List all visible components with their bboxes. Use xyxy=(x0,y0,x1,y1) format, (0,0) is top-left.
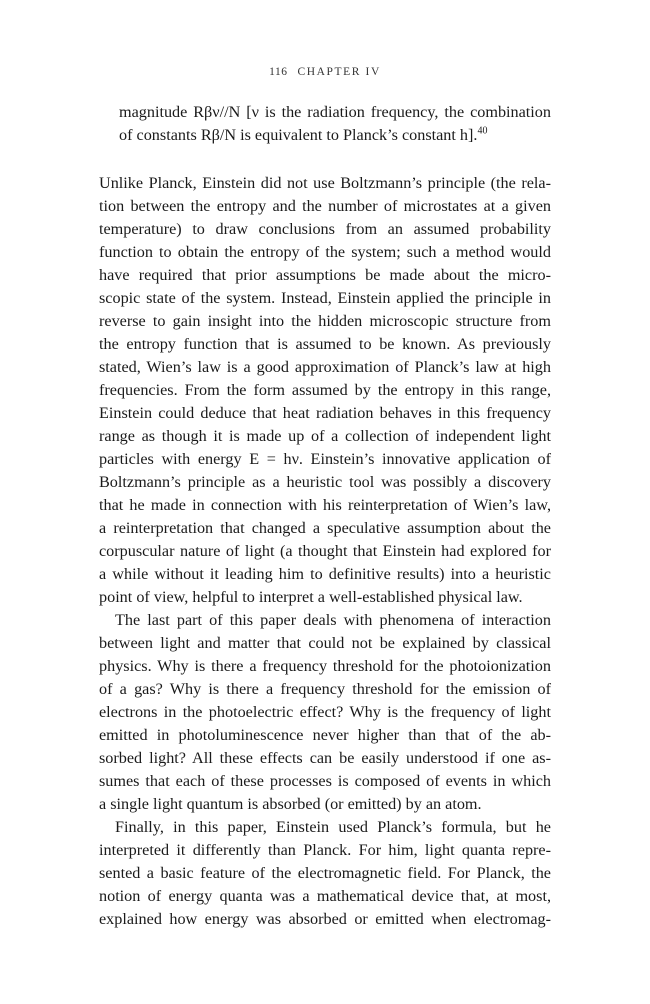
paragraph-line: emitted in photoluminescence never higher than that of the ab- xyxy=(99,726,551,744)
paragraph-line: reverse to gain insight into the hidden microscopic structure from xyxy=(99,312,551,330)
paragraph-line: tion between the entropy and the number of microstates at a given xyxy=(99,197,551,215)
paragraph-line: sented a basic feature of the electromagnetic field. For Planck, the xyxy=(99,864,551,882)
paragraph-line: interpreted it differently than Planck. For him, light quanta repre- xyxy=(99,841,551,859)
page-number: 116 xyxy=(269,66,288,78)
paragraph-line: electrons in the photoelectric effect? Why is the frequency of light xyxy=(99,703,551,721)
paragraph-line: The last part of this paper deals with phenomena of interaction xyxy=(115,611,551,629)
paragraph-line: corpuscular nature of light (a thought that Einstein had explored for xyxy=(99,542,551,560)
paragraph-line: physics. Why is there a frequency threshold for the photoionization xyxy=(99,657,551,675)
paragraph-line: a single light quantum is absorbed (or emitted) by an atom. xyxy=(99,795,482,813)
paragraph-line: have required that prior assumptions be made about the micro- xyxy=(99,266,551,284)
paragraph-line: a reinterpretation that changed a speculative assumption about the xyxy=(99,519,551,537)
block-quote xyxy=(119,101,551,147)
paragraph-line: of a gas? Why is there a frequency threshold for the emission of xyxy=(99,680,551,698)
paragraph-line: Einstein could deduce that heat radiation behaves in this frequency xyxy=(99,404,551,422)
paragraph-line: explained how energy was absorbed or emitted when electromag- xyxy=(99,910,551,928)
paragraph-line: between light and matter that could not be explained by classical xyxy=(99,634,551,652)
quote-line-text: of constants Rβ/N is equivalent to Planck’s constant h]. xyxy=(119,126,478,144)
paragraph-line: sorbed light? All these effects can be easily understood if one as- xyxy=(99,749,551,767)
paragraph-line: point of view, helpful to interpret a well-established physical law. xyxy=(99,588,523,606)
paragraph xyxy=(99,609,551,816)
paragraph xyxy=(99,816,551,931)
paragraph-line: stated, Wien’s law is a good approximation of Planck’s law at high xyxy=(99,358,551,376)
chapter-title: CHAPTER IV xyxy=(297,66,381,78)
quote-line-last xyxy=(119,124,551,147)
paragraph-line: Boltzmann’s principle as a heuristic tool was possibly a discovery xyxy=(99,473,551,491)
paragraph-line: frequencies. From the form assumed by the entropy in this range, xyxy=(99,381,551,399)
paragraph-line: temperature) to draw conclusions from an assumed probability xyxy=(99,220,551,238)
paragraph-line: sumes that each of these processes is composed of events in which xyxy=(99,772,551,790)
paragraph-line: the entropy function that is assumed to be known. As previously xyxy=(99,335,551,353)
paragraph-line: notion of energy quanta was a mathematical device that, at most, xyxy=(99,887,551,905)
paragraph-line: scopic state of the system. Instead, Einstein applied the principle in xyxy=(99,289,551,307)
running-head xyxy=(0,66,650,78)
paragraph-line: that he made in connection with his reinterpretation of Wien’s law, xyxy=(99,496,551,514)
paragraph-line: range as though it is made up of a collection of independent light xyxy=(99,427,551,445)
body-text xyxy=(99,172,551,931)
paragraph-line: function to obtain the entropy of the system; such a method would xyxy=(99,243,551,261)
paragraph-line: a while without it leading him to definitive results) into a heuristic xyxy=(99,565,551,583)
paragraph-line: Finally, in this paper, Einstein used Planck’s formula, but he xyxy=(115,818,551,836)
paragraph xyxy=(99,172,551,609)
footnote-reference: 40 xyxy=(477,125,488,137)
paragraph-line: particles with energy E = hν. Einstein’s innovative application of xyxy=(99,450,551,468)
quote-line: magnitude Rβν//N [ν is the radiation frequency, the combination xyxy=(119,103,551,121)
paragraph-line: Unlike Planck, Einstein did not use Boltzmann’s principle (the rela- xyxy=(99,174,551,192)
